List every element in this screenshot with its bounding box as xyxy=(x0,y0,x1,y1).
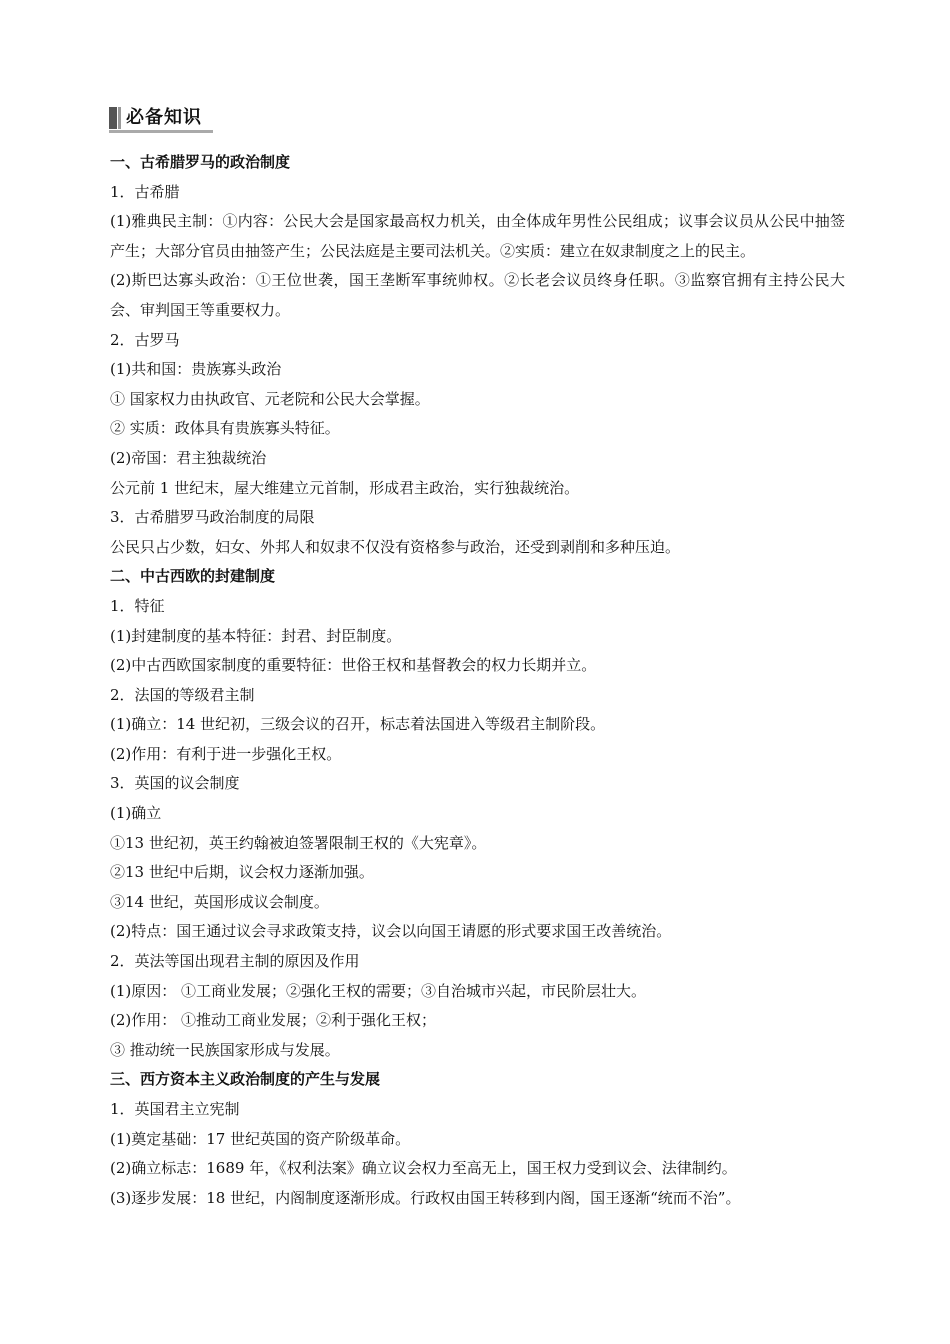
text-line: 公民只占少数，妇女、外邦人和奴隶不仅没有资格参与政治，还受到剥削和多种压迫。 xyxy=(110,537,681,556)
text-line: 2．法国的等级君主制 xyxy=(110,685,255,704)
text-line: (2)确立标志：1689 年，《权利法案》确立议会权力至高无上，国王权力受到议会、法律制约。 xyxy=(110,1159,737,1178)
text-line: ② 实质：政体具有贵族寡头特征。 xyxy=(110,419,340,438)
text-line: ③14 世纪，英国形成议会制度。 xyxy=(110,892,329,911)
text-line: 2．英法等国出现君主制的原因及作用 xyxy=(110,952,360,971)
text-line: ②13 世纪中后期，议会权力逐渐加强。 xyxy=(110,863,374,882)
text-line: (1)封建制度的基本特征：封君、封臣制度。 xyxy=(110,626,402,645)
text-line: 公元前 1 世纪末，屋大维建立元首制，形成君主政治，实行独裁统治。 xyxy=(110,478,580,497)
section-marker-accent xyxy=(118,107,121,129)
text-line: ①13 世纪初，英王约翰被迫签署限制王权的《大宪章》。 xyxy=(110,833,487,852)
text-line: (1)原因： ①工商业发展；②强化王权的需要；③自治城市兴起，市民阶层壮大。 xyxy=(110,981,647,1000)
text-line: (2)作用： ①推动工商业发展；②利于强化王权； xyxy=(110,1011,437,1030)
text-line: (2)斯巴达寡头政治：①王位世袭，国王垄断军事统帅权。②长老会议员终身任职。③监察官拥有主持公民大会、审判国王等重要权力。 xyxy=(110,271,845,319)
text-line: (1)确立 xyxy=(110,804,162,823)
text-line: (2)帝国：君主独裁统治 xyxy=(110,448,267,467)
text-line: ① 国家权力由执政官、元老院和公民大会掌握。 xyxy=(110,389,430,408)
text-line: (2)特点：国王通过议会寻求政策支持，议会以向国王请愿的形式要求国王改善统治。 xyxy=(110,922,672,941)
text-line: (2)中古西欧国家制度的重要特征：世俗王权和基督教会的权力长期并立。 xyxy=(110,656,597,675)
section-heading: 三、西方资本主义政治制度的产生与发展 xyxy=(110,1070,381,1089)
text-line: (1)雅典民主制：①内容：公民大会是国家最高权力机关，由全体成年男性公民组成；议事会议员从公民中抽签产生；大部分官员由抽签产生；公民法庭是主要司法机关。②实质：建立在奴隶制度之上的民主。 xyxy=(110,212,845,260)
section-heading: 二、中古西欧的封建制度 xyxy=(110,567,276,586)
text-line: (1)奠定基础：17 世纪英国的资产阶级革命。 xyxy=(110,1129,411,1148)
text-line: 3．英国的议会制度 xyxy=(110,774,240,793)
document-body xyxy=(110,148,845,1213)
section-header xyxy=(109,104,213,132)
text-line: 1．英国君主立宪制 xyxy=(110,1100,240,1118)
text-line: 2．古罗马 xyxy=(110,330,180,349)
text-line: (1)确立：14 世纪初，三级会议的召开，标志着法国进入等级君主制阶段。 xyxy=(110,715,606,734)
text-line: ③ 推动统一民族国家形成与发展。 xyxy=(110,1040,340,1059)
section-underline xyxy=(109,130,213,133)
text-line: (1)共和国：贵族寡头政治 xyxy=(110,360,282,379)
section-heading: 一、古希腊罗马的政治制度 xyxy=(110,153,291,171)
text-line: 3．古希腊罗马政治制度的局限 xyxy=(110,508,315,527)
text-line: 1．特征 xyxy=(110,596,165,615)
text-line: (2)作用：有利于进一步强化王权。 xyxy=(110,744,342,763)
text-line: (3)逐步发展：18 世纪，内阁制度逐渐形成。行政权由国王转移到内阁，国王逐渐“统而不治”。 xyxy=(110,1188,741,1207)
section-title: 必备知识 xyxy=(126,107,202,128)
section-marker-icon xyxy=(109,107,117,129)
text-line: 1．古希腊 xyxy=(110,182,180,201)
